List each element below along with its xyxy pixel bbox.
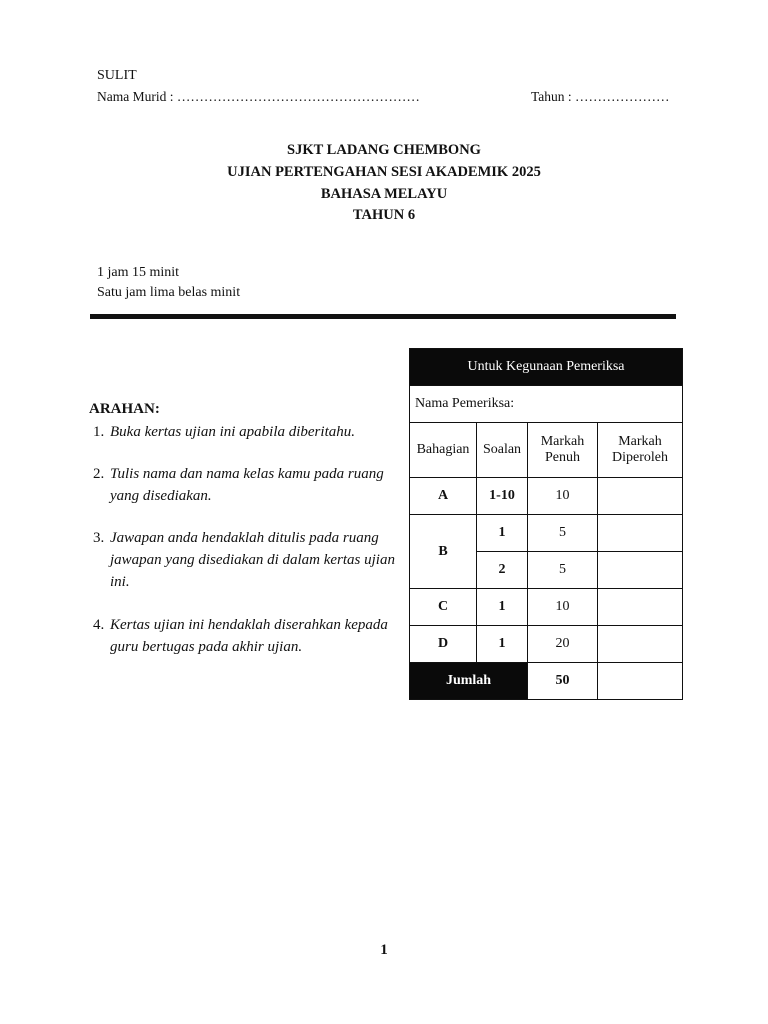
- instruction-item: [93, 463, 393, 507]
- instruction-number: 1.: [93, 424, 105, 440]
- question-cell: 1-10: [477, 478, 528, 515]
- full-marks-cell: 5: [528, 552, 598, 589]
- level-title: TAHUN 6: [352, 207, 416, 223]
- year-field[interactable]: Tahun : …………………: [531, 89, 670, 104]
- obtained-marks-cell[interactable]: [598, 552, 683, 589]
- question-cell: 2: [477, 552, 528, 589]
- table-row: [410, 478, 683, 515]
- section-cell: C: [410, 589, 477, 626]
- section-cell: D: [410, 626, 477, 663]
- subject-title: BAHASA MELAYU: [320, 186, 448, 202]
- table-row: [410, 626, 683, 663]
- instruction-item: [93, 527, 409, 593]
- full-marks-cell: 10: [528, 478, 598, 515]
- duration-long: Satu jam lima belas minit: [97, 285, 241, 300]
- examiner-name-field[interactable]: Nama Pemeriksa:: [410, 386, 683, 423]
- examiner-table-title: Untuk Kegunaan Pemeriksa: [410, 349, 683, 386]
- question-cell: 1: [477, 626, 528, 663]
- table-row: [410, 589, 683, 626]
- instruction-text: Buka kertas ujian ini apabila diberitahu.: [110, 424, 355, 440]
- instruction-text: Jawapan anda hendaklah ditulis pada ruang jawapan yang disediakan di dalam kertas ujian ini.: [110, 530, 395, 590]
- question-cell: 1: [477, 515, 528, 552]
- exam-title: UJIAN PERTENGAHAN SESI AKADEMIK 2025: [227, 164, 541, 180]
- header-question: Soalan: [477, 423, 528, 478]
- section-cell: B: [410, 515, 477, 589]
- school-title: SJKT LADANG CHEMBONG: [287, 142, 481, 158]
- header-full-marks: Markah Penuh: [528, 423, 598, 478]
- full-marks-cell: 10: [528, 589, 598, 626]
- instruction-text: Kertas ujian ini hendaklah diserahkan kepada guru bertugas pada akhir ujian.: [110, 617, 388, 655]
- instruction-item: [93, 614, 399, 658]
- examiner-table: [409, 348, 683, 700]
- question-cell: 1: [477, 589, 528, 626]
- page-number: 1: [380, 942, 388, 958]
- header-marks-obtained: Markah Diperoleh: [598, 423, 683, 478]
- header-section: Bahagian: [410, 423, 477, 478]
- student-name-field[interactable]: Nama Murid : ………………………………………………: [97, 89, 420, 104]
- total-label: Jumlah: [410, 663, 528, 700]
- instructions-heading: ARAHAN:: [89, 401, 160, 417]
- instruction-item: [93, 421, 413, 443]
- confidential-label: SULIT: [97, 68, 137, 83]
- total-obtained-marks[interactable]: [598, 663, 683, 700]
- full-marks-cell: 5: [528, 515, 598, 552]
- section-cell: A: [410, 478, 477, 515]
- obtained-marks-cell[interactable]: [598, 478, 683, 515]
- total-full-marks: 50: [528, 663, 598, 700]
- total-row: [410, 663, 683, 700]
- full-marks-cell: 20: [528, 626, 598, 663]
- divider-rule: [90, 314, 676, 319]
- instruction-number: 3.: [93, 530, 105, 546]
- instruction-text: Tulis nama dan nama kelas kamu pada ruang yang disediakan.: [110, 466, 384, 504]
- obtained-marks-cell[interactable]: [598, 589, 683, 626]
- instruction-number: 4.: [93, 617, 105, 633]
- obtained-marks-cell[interactable]: [598, 626, 683, 663]
- table-row: [410, 515, 683, 552]
- instruction-number: 2.: [93, 466, 105, 482]
- obtained-marks-cell[interactable]: [598, 515, 683, 552]
- duration-short: 1 jam 15 minit: [97, 265, 180, 280]
